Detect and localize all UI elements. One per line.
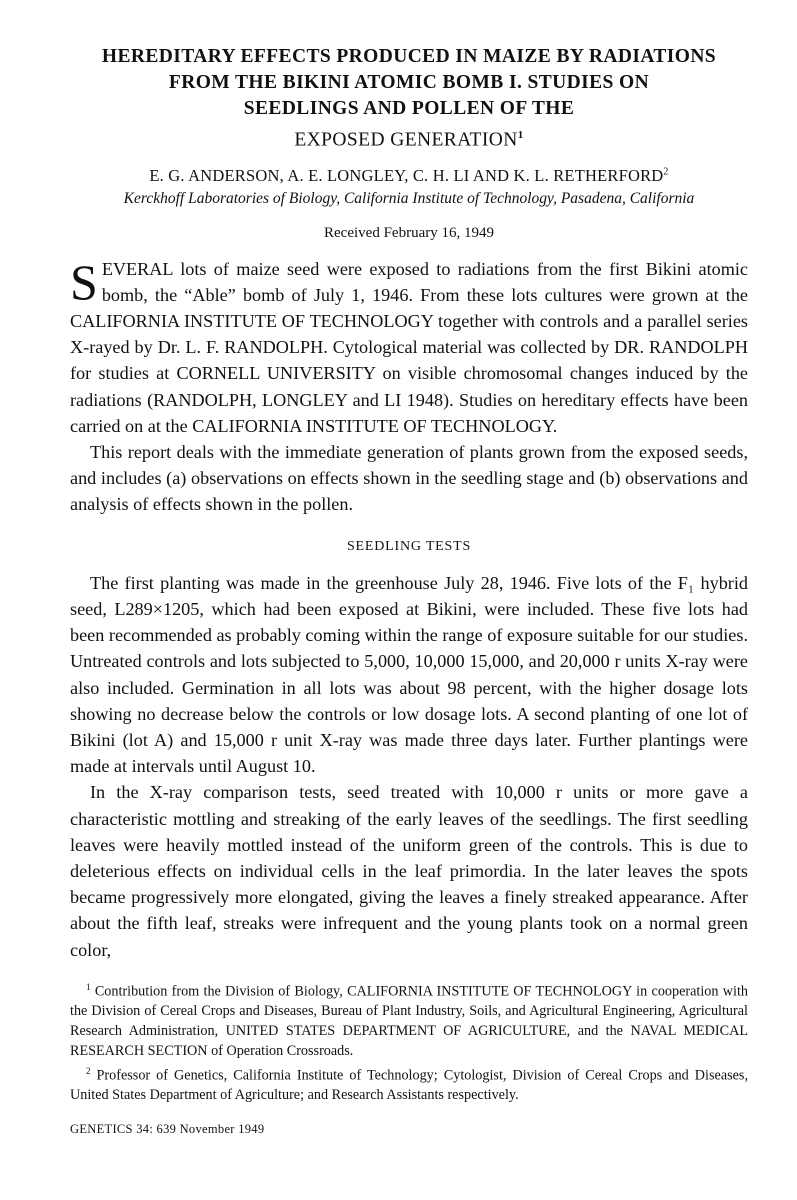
- intro-paragraph-2: This report deals with the immediate generation of plants grown from the exposed seeds, and includes (a) observations on effects shown in the seedling stage and (b) observations and analysis of effects shown in the pollen.: [70, 441, 748, 515]
- intro-paragraph-1: [70, 253, 748, 439]
- footnote-2-text: Professor of Genetics, California Institute of Technology; Cytologist, Division of Cereal Crops and Diseases, United States Department of Agriculture; and Research Assistants respectively.: [70, 1067, 748, 1104]
- article-body: [70, 253, 748, 963]
- article-title: [70, 44, 748, 154]
- author-list: [70, 166, 748, 186]
- drop-cap: S: [70, 253, 98, 310]
- affiliation: Kerckhoff Laboratories of Biology, California Institute of Technology, Pasadena, California: [123, 189, 695, 207]
- authors-footnote-mark: 2: [663, 166, 669, 177]
- footnote-1-mark: 1: [86, 981, 91, 992]
- footnote-1: [70, 978, 748, 1062]
- title-line-1: HEREDITARY EFFECTS PRODUCED IN MAIZE BY RADIATIONS: [101, 46, 717, 67]
- journal-citation-footer: GENETICS 34: 639 November 1949: [70, 1122, 265, 1137]
- title-line-2: FROM THE BIKINI ATOMIC BOMB I. STUDIES ON: [168, 72, 650, 93]
- title-line-3: SEEDLINGS AND POLLEN OF THE: [243, 98, 575, 119]
- title-line-4: [70, 122, 748, 154]
- footnotes: [70, 978, 748, 1106]
- authors-text: E. G. ANDERSON, A. E. LONGLEY, C. H. LI AND K. L. RETHERFORD: [149, 165, 664, 185]
- title-line-4-text: EXPOSED GENERATION: [294, 129, 518, 151]
- received-date: Received February 16, 1949: [324, 224, 494, 241]
- footnote-2-mark: 2: [86, 1065, 91, 1076]
- section-heading-seedling-tests: SEEDLING TESTS: [346, 538, 472, 554]
- intro-paragraph-1-text: EVERAL lots of maize seed were exposed to radiations from the first Bikini atomic bomb, the “Able” bomb of July 1, 1946. From these lots cultures were grown at the CALIFORNIA INSTITUTE OF TECHNOLOGY together with controls and a parallel series X-rayed by Dr. L. F. RANDOLPH. Cytological material was collected by DR. RANDOLPH for studies at CORNELL UNIVERSITY on visible chromosomal changes induced by the radiations (RANDOLPH, LONGLEY and LI 1948). Studies on hereditary effects have been carried on at the CALIFORNIA INSTITUTE OF TECHNOLOGY.: [70, 258, 748, 436]
- seedling-paragraph-2: In the X-ray comparison tests, seed treated with 10,000 r units or more gave a characteristic mottling and streaking of the early leaves of the seedlings. The first seedling leaves were heavily mottled instead of the uniform green of the controls. This is due to deleterious effects on individual cells in the leaf primordia. In the later leaves the spots became progressively more elongated, giving the leaves a finely streaked appearance. After about the fifth leaf, streaks were infrequent and the young plants took on a normal green color,: [70, 782, 748, 960]
- footnote-1-text: Contribution from the Division of Biology, CALIFORNIA INSTITUTE OF TECHNOLOGY in cooperation with the Division of Cereal Crops and Diseases, Bureau of Plant Industry, Soils, and Agricultural Engineering, Agricultural Research Administration, UNITED STATES DEPARTMENT OF AGRICULTURE, and the NAVAL MEDICAL RESEARCH SECTION of Operation Crossroads.: [70, 983, 749, 1059]
- seedling-paragraph-1: The first planting was made in the greenhouse July 28, 1946. Five lots of the F₁ hybrid seed, L289×1205, which had been exposed at Bikini, were included. These five lots had been recommended as probably coming within the range of exposure suitable for our studies. Untreated controls and lots subjected to 5,000, 10,000 15,000, and 20,000 r units X-ray were also included. Germination in all lots was about 98 percent, with the higher dosage lots showing no decrease below the controls or low dosage lots. A second planting of one lot of Bikini (lot A) and 15,000 r unit X-ray was made three days later. Further plantings were made at intervals until August 10.: [70, 572, 748, 777]
- footnote-2: [70, 1062, 748, 1106]
- paper-page: [70, 44, 748, 1137]
- title-footnote-mark: 1: [517, 129, 524, 141]
